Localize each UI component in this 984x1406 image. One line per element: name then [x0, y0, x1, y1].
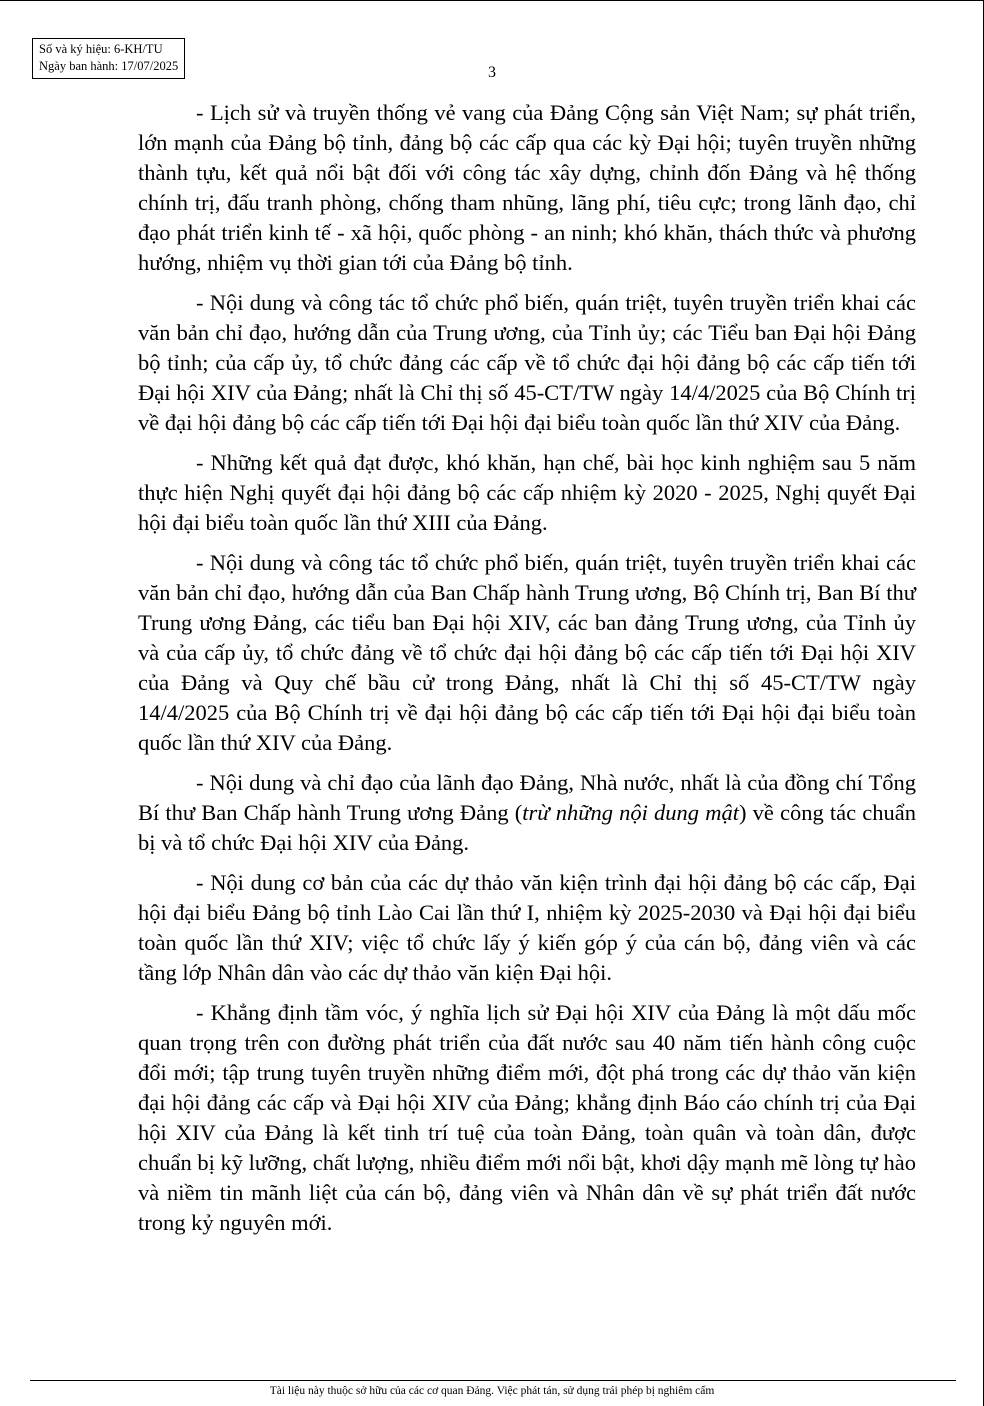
paragraph-7: - Khẳng định tầm vóc, ý nghĩa lịch sử Đại hội XIV của Đảng là một dấu mốc quan trọng trên con đường phát triển của đất nước sau 40 năm tiến hành công cuộc đổi mới; tập trung tuyên truyền những điểm mới, đột phá trong các dự thảo văn kiện đại hội đảng các cấp và Đại hội XIV của Đảng; khẳng định Báo cáo chính trị của Đại hội XIV của Đảng là kết tinh trí tuệ của toàn Đảng, toàn quân và toàn dân, được chuẩn bị kỹ lưỡng, chất lượng, nhiều điểm mới nổi bật, khơi dậy mạnh mẽ lòng tự hào và niềm tin mãnh liệt của cán bộ, đảng viên và Nhân dân về sự phát triển đất nước trong kỷ nguyên mới.	[138, 1000, 916, 1235]
page-number: 3	[488, 64, 496, 81]
footer-notice: Tài liệu này thuộc sở hữu của các cơ quan Đảng. Việc phát tán, sử dụng trái phép bị nghiêm cấm	[269, 1385, 715, 1397]
paragraph-4: - Nội dung và công tác tổ chức phổ biến, quán triệt, tuyên truyền triển khai các văn bản chỉ đạo, hướng dẫn của Ban Chấp hành Trung ương, Bộ Chính trị, Ban Bí thư Trung ương Đảng, các tiểu ban Đại hội XIV, các ban đảng Trung ương, của Tỉnh ủy và của cấp ủy, tổ chức đảng về tổ chức đại hội đảng bộ các cấp tiến tới Đại hội XIV của Đảng và Quy chế bầu cử trong Đảng, nhất là Chỉ thị số 45-CT/TW ngày 14/4/2025 của Bộ Chính trị về đại hội đảng bộ các cấp tiến tới Đại hội đại biểu toàn quốc lần thứ XIV của Đảng.	[138, 550, 916, 755]
paragraph-5-text-before: - Nội dung và chỉ đạo của lãnh đạo Đảng, Nhà nước, nhất là của đồng chí Tổng Bí thư Ban Chấp hành Trung ương Đảng (	[138, 770, 916, 825]
paragraph-3: - Những kết quả đạt được, khó khăn, hạn chế, bài học kinh nghiệm sau 5 năm thực hiện Nghị quyết đại hội đảng bộ các cấp nhiệm kỳ 2020 - 2025, Nghị quyết Đại hội đại biểu toàn quốc lần thứ XIII của Đảng.	[138, 450, 916, 535]
paragraph-5-italic-note: trừ những nội dung mật	[522, 800, 739, 825]
paragraph-5	[138, 768, 916, 858]
paragraph-6: - Nội dung cơ bản của các dự thảo văn kiện trình đại hội đảng bộ các cấp, Đại hội đại biểu Đảng bộ tỉnh Lào Cai lần thứ I, nhiệm kỳ 2025-2030 và Đại hội đại biểu toàn quốc lần thứ XIV; việc tổ chức lấy ý kiến góp ý của cán bộ, đảng viên và các tầng lớp Nhân dân vào các dự thảo văn kiện Đại hội.	[138, 870, 916, 985]
paragraph-2: - Nội dung và công tác tổ chức phổ biến, quán triệt, tuyên truyền triển khai các văn bản chỉ đạo, hướng dẫn của Trung ương, của Tỉnh ủy; các Tiểu ban Đại hội Đảng bộ tỉnh; của cấp ủy, tổ chức đảng các cấp về tổ chức đại hội đảng bộ các cấp tiến tới Đại hội XIV của Đảng; nhất là Chỉ thị số 45-CT/TW ngày 14/4/2025 của Bộ Chính trị về đại hội đảng bộ các cấp tiến tới Đại hội đại biểu toàn quốc lần thứ XIV của Đảng.	[138, 290, 916, 435]
footer-divider	[30, 1380, 956, 1381]
issue-date: Ngày ban hành: 17/07/2025	[39, 59, 179, 73]
paragraph-1: - Lịch sử và truyền thống vẻ vang của Đảng Cộng sản Việt Nam; sự phát triển, lớn mạnh của Đảng bộ tỉnh, đảng bộ các cấp qua các kỳ Đại hội; tuyên truyền những thành tựu, kết quả nổi bật đối với công tác xây dựng, chỉnh đốn Đảng và hệ thống chính trị, đấu tranh phòng, chống tham nhũng, lãng phí, tiêu cực; trong lãnh đạo, chỉ đạo phát triển kinh tế - xã hội, quốc phòng - an ninh; khó khăn, thách thức và phương hướng, nhiệm vụ thời gian tới của Đảng bộ tỉnh.	[138, 100, 916, 275]
document-number: Số và ký hiệu: 6-KH/TU	[39, 42, 163, 56]
paragraph-5-text-after: ) về công tác chuẩn bị và tổ chức Đại hội XIV của Đảng.	[138, 800, 916, 855]
document-body	[138, 98, 916, 1248]
